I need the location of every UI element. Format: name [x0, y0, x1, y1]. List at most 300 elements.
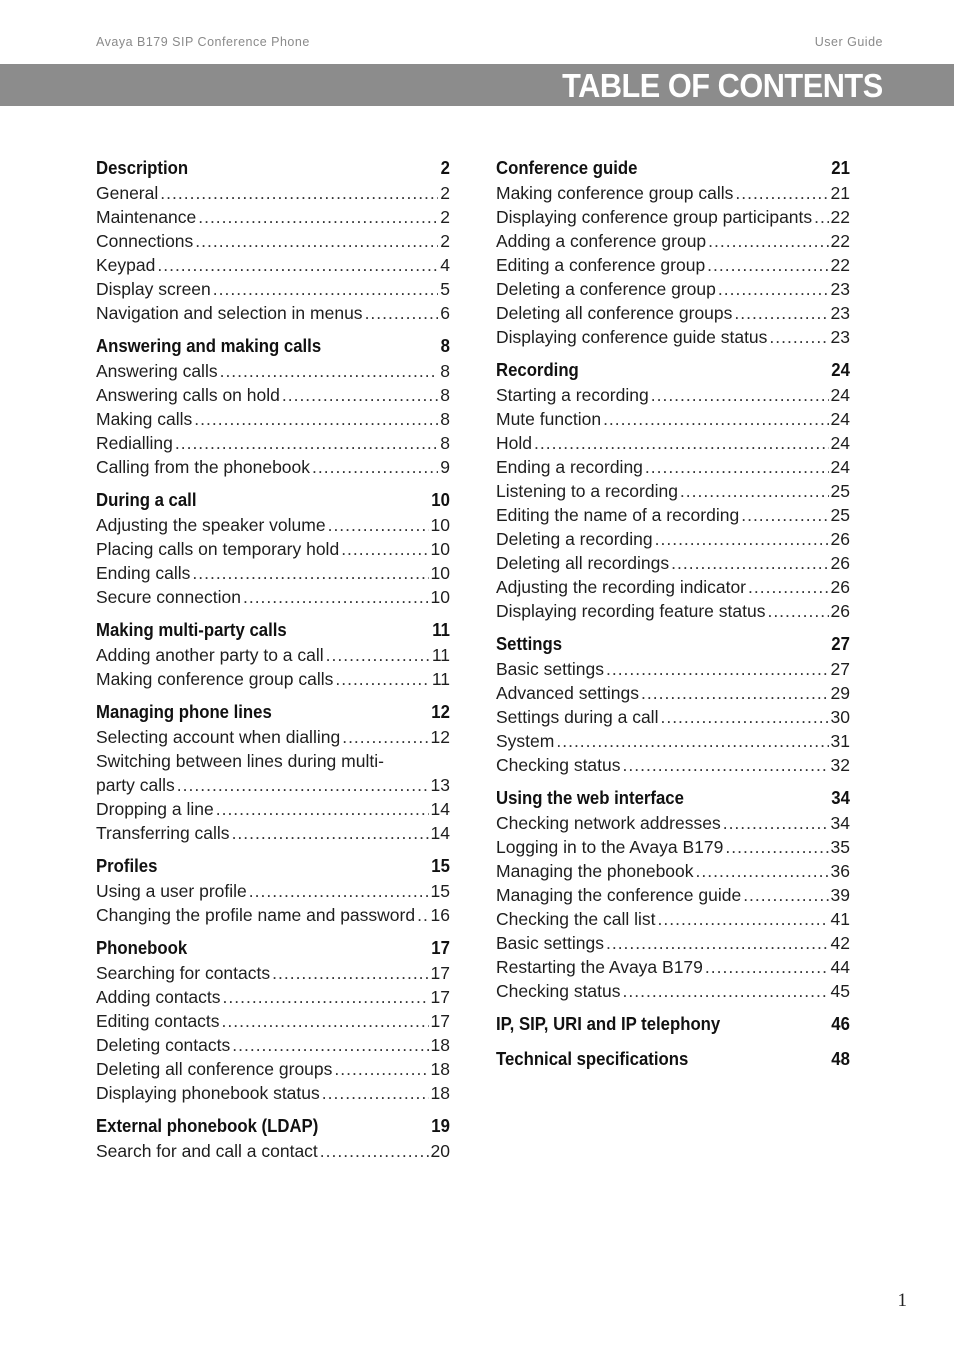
- entry-page: 26: [830, 553, 850, 573]
- toc-entry[interactable]: [496, 705, 850, 729]
- toc-entry[interactable]: [496, 955, 850, 979]
- toc-entry[interactable]: [496, 811, 850, 835]
- entry-page: 44: [830, 957, 850, 977]
- toc-entry[interactable]: [96, 561, 450, 585]
- entry-title: Editing contacts: [96, 1011, 220, 1031]
- toc-entry[interactable]: [496, 407, 850, 431]
- toc-entry[interactable]: [96, 667, 450, 691]
- dot-leader: [658, 907, 829, 931]
- toc-entry[interactable]: [496, 253, 850, 277]
- entry-title: Displaying conference group participants: [496, 207, 813, 227]
- section-heading-page: 8: [440, 336, 450, 356]
- toc-section: [96, 936, 450, 1105]
- toc-entry[interactable]: [496, 551, 850, 575]
- entry-title: Displaying conference guide status: [496, 327, 768, 347]
- entry-title: Answering calls: [96, 361, 218, 381]
- toc-entry[interactable]: [496, 859, 850, 883]
- toc-entry-continuation[interactable]: [96, 773, 450, 797]
- entry-page: 17: [430, 1011, 450, 1031]
- entry-page: 30: [830, 707, 850, 727]
- dot-leader: [623, 979, 829, 1003]
- entry-page: 8: [440, 409, 450, 429]
- dot-leader: [769, 325, 828, 349]
- toc-entry[interactable]: [96, 431, 450, 455]
- entry-page: 17: [430, 987, 450, 1007]
- toc-entry[interactable]: [496, 575, 850, 599]
- entry-title: Checking the call list: [496, 909, 656, 929]
- toc-section: [96, 854, 450, 927]
- toc-entry[interactable]: [96, 277, 450, 301]
- section-heading-title: During a call: [96, 490, 197, 510]
- entry-page: 5: [440, 279, 450, 299]
- toc-entry[interactable]: [96, 1033, 450, 1057]
- entry-title: Checking status: [496, 755, 621, 775]
- entry-title: Selecting account when dialling: [96, 727, 341, 747]
- toc-section: [96, 156, 450, 325]
- toc-entry[interactable]: [96, 205, 450, 229]
- toc-entry[interactable]: [96, 229, 450, 253]
- section-heading[interactable]: [496, 1047, 850, 1072]
- entry-page: 41: [830, 909, 850, 929]
- running-header: [96, 35, 883, 49]
- dot-leader: [177, 773, 429, 797]
- dot-leader: [326, 643, 430, 667]
- section-heading-page: 19: [431, 1116, 450, 1136]
- entry-page: 2: [440, 207, 450, 227]
- toc-entry[interactable]: [496, 277, 850, 301]
- toc-entry[interactable]: [96, 903, 450, 927]
- dot-leader: [606, 931, 829, 955]
- toc-section: [496, 632, 850, 777]
- entry-page: 24: [830, 409, 850, 429]
- dot-leader: [651, 383, 829, 407]
- entry-page: 21: [830, 183, 850, 203]
- entry-title: Display screen: [96, 279, 211, 299]
- entry-title: Starting a recording: [496, 385, 649, 405]
- entry-page: 10: [430, 563, 450, 583]
- toc-entry[interactable]: [496, 229, 850, 253]
- toc-entry[interactable]: [496, 907, 850, 931]
- entry-page: 22: [830, 231, 850, 251]
- entry-title: Adjusting the recording indicator: [496, 577, 747, 597]
- section-heading-page: 46: [831, 1014, 850, 1034]
- dot-leader: [342, 725, 428, 749]
- section-heading-page: 34: [831, 788, 850, 808]
- section-heading[interactable]: [96, 618, 450, 643]
- dot-leader: [160, 181, 438, 205]
- section-heading-title: Answering and making calls: [96, 336, 322, 356]
- dot-leader: [320, 1139, 429, 1163]
- entry-page: 8: [440, 433, 450, 453]
- entry-title: Managing the phonebook: [496, 861, 694, 881]
- dot-leader: [216, 797, 429, 821]
- entry-page: 18: [430, 1059, 450, 1079]
- toc-entry[interactable]: [496, 931, 850, 955]
- section-heading[interactable]: [96, 700, 450, 725]
- toc-entry[interactable]: [96, 821, 450, 845]
- dot-leader: [282, 383, 438, 407]
- entry-title: Hold: [496, 433, 532, 453]
- dot-leader: [655, 527, 829, 551]
- entry-page: 10: [430, 539, 450, 559]
- entry-title: Secure connection: [96, 587, 241, 607]
- entry-title: Maintenance: [96, 207, 197, 227]
- entry-page: 14: [430, 823, 450, 843]
- section-heading[interactable]: [96, 1114, 450, 1139]
- entry-title: Displaying phonebook status: [96, 1083, 320, 1103]
- entry-title: Making calls: [96, 409, 193, 429]
- section-heading-title: Phonebook: [96, 938, 188, 958]
- toc-entry[interactable]: [96, 537, 450, 561]
- dot-leader: [198, 205, 438, 229]
- entry-page: 4: [440, 255, 450, 275]
- toc-entry[interactable]: [496, 835, 850, 859]
- entry-title: Deleting all conference groups: [496, 303, 733, 323]
- section-heading-page: 27: [831, 634, 850, 654]
- toc-entry[interactable]: [496, 527, 850, 551]
- dot-leader: [725, 835, 828, 859]
- toc-entry[interactable]: [496, 325, 850, 349]
- toc-entry[interactable]: [496, 729, 850, 753]
- toc-left-column: [96, 156, 450, 1172]
- entry-title: Placing calls on temporary hold: [96, 539, 340, 559]
- dot-leader: [534, 431, 829, 455]
- entry-page: 12: [430, 727, 450, 747]
- toc-section: [496, 1012, 850, 1037]
- toc-entry[interactable]: [496, 431, 850, 455]
- toc-entry[interactable]: [496, 181, 850, 205]
- entry-title: System: [496, 731, 555, 751]
- dot-leader: [157, 253, 438, 277]
- entry-title: Mute function: [496, 409, 602, 429]
- toc-entry[interactable]: [496, 753, 850, 777]
- dot-leader: [272, 961, 428, 985]
- page-title: TABLE OF CONTENTS: [562, 67, 883, 104]
- toc-entry[interactable]: [96, 359, 450, 383]
- dot-leader: [192, 561, 428, 585]
- toc-entry[interactable]: [96, 383, 450, 407]
- section-heading-title: Settings: [496, 634, 563, 654]
- section-heading[interactable]: [496, 156, 850, 181]
- dot-leader: [708, 229, 828, 253]
- section-heading-page: 17: [431, 938, 450, 958]
- entry-page: 26: [830, 529, 850, 549]
- entry-title: Restarting the Avaya B179: [496, 957, 703, 977]
- dot-leader: [660, 705, 828, 729]
- toc-section: [96, 488, 450, 609]
- entry-page: 29: [830, 683, 850, 703]
- section-heading-title: Recording: [496, 360, 579, 380]
- toc-entry[interactable]: [96, 879, 450, 903]
- toc-entry[interactable]: [96, 725, 450, 749]
- entry-page: 25: [830, 481, 850, 501]
- toc-section: [96, 334, 450, 479]
- toc-entry[interactable]: [96, 1081, 450, 1105]
- dot-leader: [743, 883, 828, 907]
- toc-entry[interactable]: [496, 657, 850, 681]
- section-heading-title: External phonebook (LDAP): [96, 1116, 319, 1136]
- section-heading-page: 2: [440, 158, 450, 178]
- entry-title: Searching for contacts: [96, 963, 271, 983]
- entry-page: 10: [430, 515, 450, 535]
- entry-page: 9: [440, 457, 450, 477]
- entry-page: 23: [830, 327, 850, 347]
- dot-leader: [718, 277, 829, 301]
- section-heading-page: 21: [831, 158, 850, 178]
- toc-section: [96, 1114, 450, 1163]
- toc-entry[interactable]: [96, 253, 450, 277]
- dot-leader: [606, 657, 829, 681]
- entry-page: 26: [830, 601, 850, 621]
- entry-page: 2: [440, 183, 450, 203]
- dot-leader: [696, 859, 829, 883]
- toc-right-column: [496, 156, 850, 1082]
- dot-leader: [723, 811, 829, 835]
- dot-leader: [814, 205, 828, 229]
- section-heading-title: Description: [96, 158, 189, 178]
- entry-page: 10: [430, 587, 450, 607]
- entry-page: 23: [830, 279, 850, 299]
- entry-page: 35: [830, 837, 850, 857]
- toc-entry[interactable]: [96, 643, 450, 667]
- section-heading-title: Managing phone lines: [96, 702, 272, 722]
- section-heading-title: Making multi-party calls: [96, 620, 287, 640]
- entry-title: Making conference group calls: [496, 183, 734, 203]
- toc-entry[interactable]: [96, 797, 450, 821]
- toc-entry[interactable]: [96, 513, 450, 537]
- entry-page: 11: [431, 645, 450, 665]
- entry-title: Ending a recording: [496, 457, 643, 477]
- entry-title: Adding a conference group: [496, 231, 707, 251]
- page-number: 1: [897, 1290, 907, 1311]
- dot-leader: [741, 503, 828, 527]
- toc-entry[interactable]: [96, 749, 450, 773]
- section-heading-page: 10: [431, 490, 450, 510]
- entry-title: Editing a conference group: [496, 255, 706, 275]
- entry-title: Deleting a recording: [496, 529, 653, 549]
- toc-section: [96, 700, 450, 845]
- toc-entry[interactable]: [496, 681, 850, 705]
- entry-page: 22: [830, 255, 850, 275]
- section-heading-title: Using the web interface: [496, 788, 684, 808]
- toc-entry[interactable]: [496, 883, 850, 907]
- toc-entry[interactable]: [496, 979, 850, 1003]
- dot-leader: [232, 1033, 428, 1057]
- section-heading-page: 12: [431, 702, 450, 722]
- dot-leader: [705, 955, 829, 979]
- toc-entry[interactable]: [96, 455, 450, 479]
- entry-page: 16: [430, 905, 450, 925]
- dot-leader: [322, 1081, 429, 1105]
- dot-leader: [243, 585, 429, 609]
- entry-page: 15: [430, 881, 450, 901]
- section-heading[interactable]: [496, 786, 850, 811]
- entry-title: Deleting all recordings: [496, 553, 670, 573]
- dot-leader: [417, 903, 428, 927]
- entry-page: 22: [830, 207, 850, 227]
- toc-section: [496, 1047, 850, 1072]
- toc-entry[interactable]: [96, 1057, 450, 1081]
- entry-title: Basic settings: [496, 659, 604, 679]
- section-heading-title: IP, SIP, URI and IP telephony: [496, 1014, 721, 1034]
- entry-title: Basic settings: [496, 933, 604, 953]
- entry-page: 42: [830, 933, 850, 953]
- entry-title: Switching between lines during multi-: [96, 751, 384, 771]
- title-band: [0, 64, 954, 106]
- entry-title: Deleting all conference groups: [96, 1059, 333, 1079]
- entry-page: 20: [430, 1141, 450, 1161]
- toc-section: [496, 156, 850, 349]
- section-heading[interactable]: [96, 334, 450, 359]
- entry-page: 25: [830, 505, 850, 525]
- section-heading-page: 48: [831, 1049, 850, 1069]
- toc-entry[interactable]: [496, 301, 850, 325]
- section-heading[interactable]: [496, 632, 850, 657]
- dot-leader: [671, 551, 828, 575]
- entry-title: Adding contacts: [96, 987, 221, 1007]
- toc-entry[interactable]: [96, 585, 450, 609]
- entry-title: Answering calls on hold: [96, 385, 280, 405]
- entry-title: Connections: [96, 231, 194, 251]
- entry-page: 2: [440, 231, 450, 251]
- section-heading-page: 11: [432, 620, 450, 640]
- entry-page: 6: [440, 303, 450, 323]
- dot-leader: [232, 821, 429, 845]
- entry-page: 34: [830, 813, 850, 833]
- toc-entry[interactable]: [96, 407, 450, 431]
- entry-page: 32: [830, 755, 850, 775]
- toc-entry[interactable]: [496, 205, 850, 229]
- dot-leader: [645, 455, 829, 479]
- entry-title: Adjusting the speaker volume: [96, 515, 326, 535]
- toc-section: [496, 358, 850, 623]
- entry-title: Editing the name of a recording: [496, 505, 740, 525]
- section-heading[interactable]: [496, 358, 850, 383]
- entry-title: Making conference group calls: [96, 669, 334, 689]
- entry-page: 24: [830, 457, 850, 477]
- toc-entry[interactable]: [496, 503, 850, 527]
- dot-leader: [680, 479, 829, 503]
- entry-page: 8: [440, 361, 450, 381]
- entry-title: Transferring calls: [96, 823, 230, 843]
- entry-page: 13: [430, 775, 450, 795]
- entry-title: Dropping a line: [96, 799, 214, 819]
- dot-leader: [334, 1057, 428, 1081]
- entry-page: 36: [830, 861, 850, 881]
- entry-page: 17: [430, 963, 450, 983]
- entry-title: Managing the conference guide: [496, 885, 742, 905]
- entry-title: Deleting contacts: [96, 1035, 231, 1055]
- section-heading-page: 24: [831, 360, 850, 380]
- dot-leader: [213, 277, 438, 301]
- entry-title: Using a user profile: [96, 881, 247, 901]
- dot-leader: [222, 1009, 429, 1033]
- section-heading-title: Technical specifications: [496, 1049, 689, 1069]
- section-heading-page: 15: [431, 856, 450, 876]
- dot-leader: [641, 681, 829, 705]
- entry-page: 24: [830, 433, 850, 453]
- dot-leader: [194, 407, 438, 431]
- dot-leader: [312, 455, 438, 479]
- toc-entry[interactable]: [496, 599, 850, 623]
- entry-page: 26: [830, 577, 850, 597]
- document-title: Avaya B179 SIP Conference Phone: [96, 35, 310, 49]
- toc-entry[interactable]: [96, 181, 450, 205]
- entry-title: Settings during a call: [496, 707, 659, 727]
- entry-title: Logging in to the Avaya B179: [496, 837, 724, 857]
- dot-leader: [223, 985, 429, 1009]
- dot-leader: [365, 301, 439, 325]
- dot-leader: [195, 229, 438, 253]
- entry-page: 23: [830, 303, 850, 323]
- dot-leader: [748, 575, 829, 599]
- entry-title: Displaying recording feature status: [496, 601, 766, 621]
- entry-title: Navigation and selection in menus: [96, 303, 363, 323]
- entry-page: 18: [430, 1083, 450, 1103]
- toc-entry[interactable]: [496, 455, 850, 479]
- entry-title: Listening to a recording: [496, 481, 678, 501]
- entry-title: Checking status: [496, 981, 621, 1001]
- dot-leader: [734, 301, 828, 325]
- entry-page: 14: [430, 799, 450, 819]
- toc-section: [496, 786, 850, 1003]
- entry-title: Checking network addresses: [496, 813, 721, 833]
- entry-page: 8: [440, 385, 450, 405]
- document-type: User Guide: [814, 35, 883, 49]
- dot-leader: [603, 407, 828, 431]
- dot-leader: [707, 253, 828, 277]
- section-heading[interactable]: [96, 156, 450, 181]
- entry-title: Adding another party to a call: [96, 645, 324, 665]
- section-heading-title: Conference guide: [496, 158, 638, 178]
- entry-title-continuation: party calls: [96, 775, 175, 795]
- entry-title: Advanced settings: [496, 683, 640, 703]
- toc-entry[interactable]: [496, 383, 850, 407]
- section-heading[interactable]: [496, 1012, 850, 1037]
- entry-title: Search for and call a contact: [96, 1141, 318, 1161]
- entry-title: Deleting a conference group: [496, 279, 716, 299]
- toc-entry[interactable]: [96, 985, 450, 1009]
- toc-entry[interactable]: [96, 961, 450, 985]
- entry-title: Redialling: [96, 433, 173, 453]
- toc-entry[interactable]: [96, 301, 450, 325]
- entry-page: 39: [830, 885, 850, 905]
- entry-page: 27: [830, 659, 850, 679]
- toc-entry[interactable]: [96, 1009, 450, 1033]
- dot-leader: [220, 359, 439, 383]
- entry-title: Keypad: [96, 255, 156, 275]
- dot-leader: [335, 667, 429, 691]
- toc-entry[interactable]: [96, 1139, 450, 1163]
- toc-entry[interactable]: [496, 479, 850, 503]
- dot-leader: [623, 753, 829, 777]
- dot-leader: [175, 431, 438, 455]
- dot-leader: [767, 599, 828, 623]
- entry-title: Ending calls: [96, 563, 191, 583]
- dot-leader: [556, 729, 828, 753]
- entry-title: Changing the profile name and password: [96, 905, 416, 925]
- entry-page: 11: [431, 669, 450, 689]
- entry-page: 24: [830, 385, 850, 405]
- entry-title: Calling from the phonebook: [96, 457, 311, 477]
- entry-page: 31: [830, 731, 850, 751]
- dot-leader: [735, 181, 828, 205]
- section-heading[interactable]: [96, 936, 450, 961]
- section-heading[interactable]: [96, 488, 450, 513]
- entry-page: 45: [830, 981, 850, 1001]
- dot-leader: [328, 513, 429, 537]
- section-heading[interactable]: [96, 854, 450, 879]
